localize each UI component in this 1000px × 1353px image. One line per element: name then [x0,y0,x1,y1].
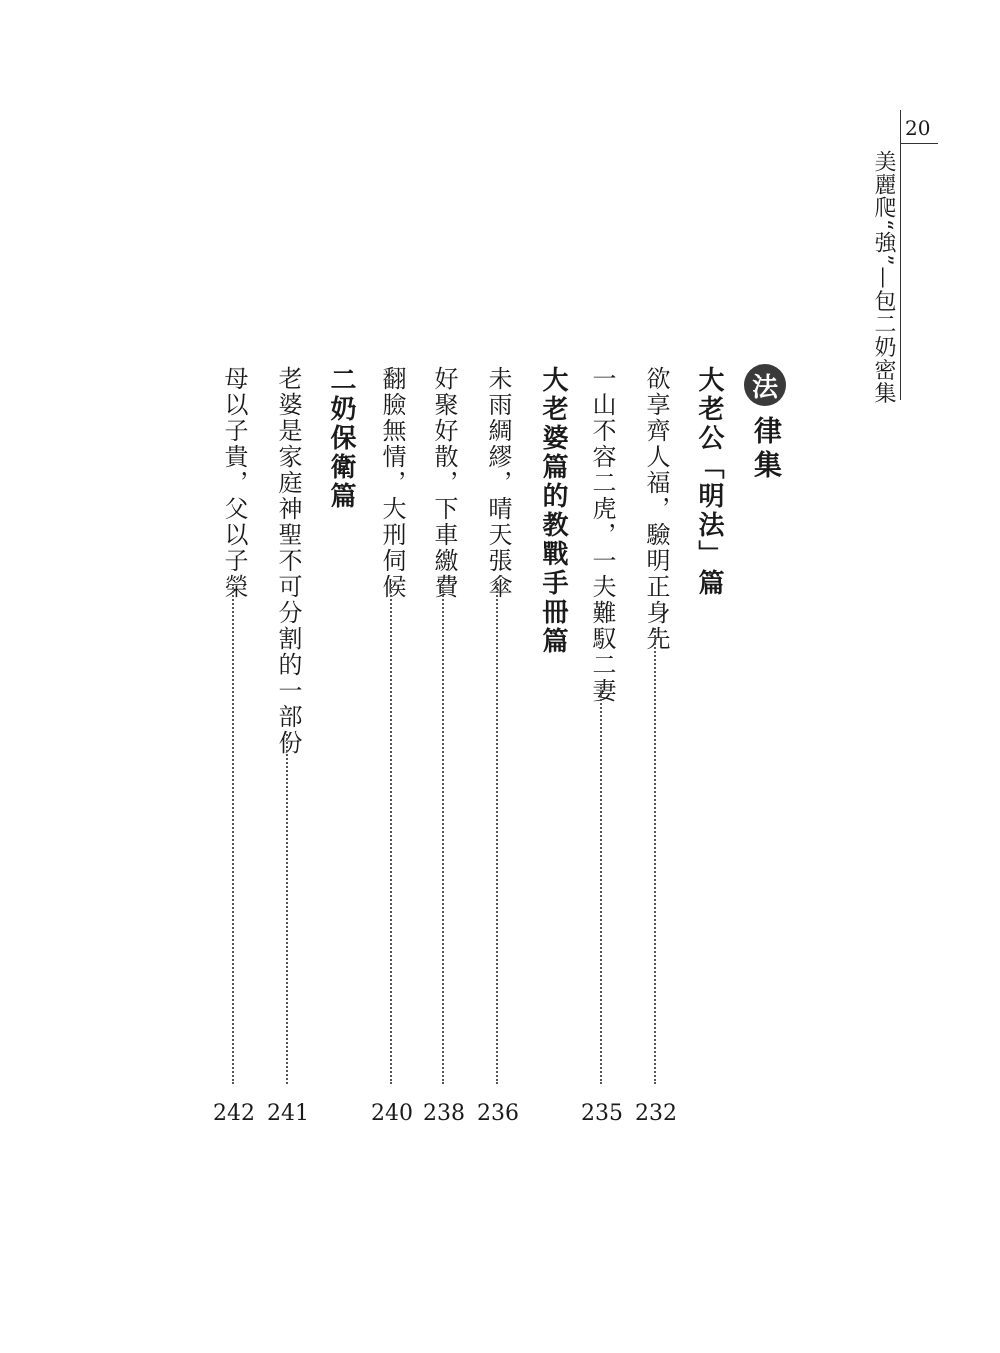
toc-entry-title: 翻臉無情，大刑伺候 [378,366,406,600]
toc-entry[interactable] [213,366,255,1126]
toc-entry-title: 未雨綢繆，晴天張傘 [484,366,512,600]
header-rule-vertical [900,110,901,400]
section-law-icon: 法 [744,364,786,406]
toc-entry-page: 238 [423,1101,465,1126]
toc-entry-page: 236 [477,1101,519,1126]
toc-entry-title: 老婆是家庭神聖不可分割的一部份 [274,366,302,756]
toc-entry-page: 232 [635,1101,677,1126]
section-title: 律集 [750,416,783,484]
running-title: 美麗爬“強”—包二奶密集 [871,150,896,405]
toc-entry[interactable] [581,366,623,1126]
toc-leader-dots [600,684,602,1084]
toc-entry[interactable] [635,366,677,1126]
toc-entry-page: 242 [213,1101,255,1126]
toc-heading [324,366,360,1126]
toc-leader-dots [286,734,288,1084]
toc-entry-title: 一山不容二虎，一夫難馭二妻 [588,366,616,704]
page-number: 20 [905,116,931,140]
toc-leader-dots [654,628,656,1084]
toc-entry-title: 母以子貴，父以子榮 [220,366,248,600]
toc-entry-title: 好聚好散，下車繳費 [430,366,458,600]
toc-leader-dots [496,584,498,1084]
header-rule-horizontal [900,143,938,144]
toc-entry-title: 欲享齊人福，驗明正身先 [642,366,670,652]
toc-heading [692,366,728,1126]
toc-leader-dots [442,584,444,1084]
toc-heading-text: 大老婆篇的教戰手冊篇 [538,366,568,656]
toc-leader-dots [390,584,392,1084]
toc-entry[interactable] [267,366,309,1126]
toc-entry-page: 235 [581,1101,623,1126]
toc-heading [536,366,572,1126]
toc-entry-page: 241 [267,1101,309,1126]
toc-entry[interactable] [423,366,465,1126]
toc-leader-dots [232,584,234,1084]
toc-entry-page: 240 [371,1101,413,1126]
toc-entry[interactable] [477,366,519,1126]
toc-heading-text: 二奶保衛篇 [326,366,356,511]
toc-heading-text: 大老公「明法」篇 [694,366,724,598]
toc-entry[interactable] [371,366,413,1126]
